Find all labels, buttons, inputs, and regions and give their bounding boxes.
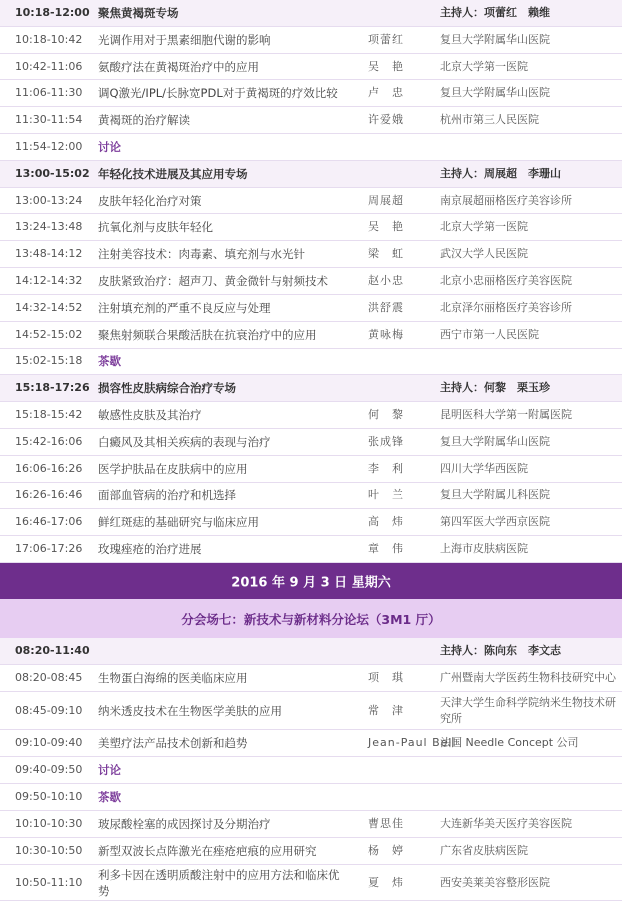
talk-row xyxy=(0,536,622,563)
speaker-cell: 何 黎 xyxy=(368,408,404,422)
organization-cell: 广州暨南大学医药生物科技研究中心 xyxy=(440,671,616,684)
time-cell: 09:50-10:10 xyxy=(15,790,83,803)
time-cell: 16:06-16:26 xyxy=(15,461,83,475)
time-cell: 10:50-11:10 xyxy=(15,875,83,889)
talk-title: 注射美容技术：肉毒素、填充剂与水光针 xyxy=(98,247,305,262)
speaker-cell: 张成锋 xyxy=(368,434,404,448)
talk-row xyxy=(0,80,622,107)
talk-title: 纳米透皮技术在生物医学美肤的应用 xyxy=(98,703,282,718)
talk-title: 注射填充剂的严重不良反应与处理 xyxy=(98,300,271,315)
talk-title: 玫瑰痤疮的治疗进展 xyxy=(98,542,202,557)
time-cell: 11:54-12:00 xyxy=(15,139,83,153)
talk-row xyxy=(0,483,622,510)
time-cell: 15:02-15:18 xyxy=(15,354,83,368)
talk-title: 生物蛋白海绵的医美临床应用 xyxy=(98,671,248,685)
speaker-cell: 周展超 xyxy=(368,193,404,207)
break-row xyxy=(0,349,622,376)
talk-title: 鲜红斑痣的基础研究与临床应用 xyxy=(98,515,259,530)
day-banner-text: 2016 年 9 月 3 日 星期六 xyxy=(231,575,391,591)
time-cell: 13:00-15:02 xyxy=(15,166,90,180)
talk-title: 茶歇 xyxy=(98,354,121,369)
speaker-cell: Jean-Paul Bell xyxy=(368,736,457,749)
speaker-cell: 高 炜 xyxy=(368,515,404,529)
session-host: 主持人：项蕾红 赖维 xyxy=(440,5,550,19)
talk-row xyxy=(0,322,622,349)
day-banner xyxy=(0,563,622,599)
session-host: 主持人：何黎 栗玉珍 xyxy=(440,381,550,395)
time-cell: 14:12-14:32 xyxy=(15,273,83,287)
time-cell: 14:52-15:02 xyxy=(15,327,83,341)
talk-row xyxy=(0,54,622,81)
time-cell: 08:20-11:40 xyxy=(15,644,90,657)
time-cell: 08:45-09:10 xyxy=(15,703,83,717)
talk-row xyxy=(0,188,622,215)
organization-cell: 复旦大学附属儿科医院 xyxy=(440,488,550,502)
organization-cell: 武汉大学人民医院 xyxy=(440,247,528,261)
talk-row xyxy=(0,429,622,456)
organization-cell: 复旦大学附属华山医院 xyxy=(440,86,550,100)
session-title: 损容性皮肤病综合治疗专场 xyxy=(98,381,236,396)
time-cell: 10:10-10:30 xyxy=(15,817,83,830)
speaker-cell: 项 琪 xyxy=(368,671,404,684)
speaker-cell: 叶 兰 xyxy=(368,488,404,502)
organization-cell: 杭州市第三人民医院 xyxy=(440,113,539,127)
talk-title: 面部血管病的治疗和机选择 xyxy=(98,488,236,503)
organization-cell: 西宁市第一人民医院 xyxy=(440,327,539,341)
time-cell: 17:06-17:26 xyxy=(15,542,83,556)
talk-title: 敏感性皮肤及其治疗 xyxy=(98,408,202,423)
organization-cell: 法国 Needle Concept 公司 xyxy=(440,736,579,749)
talk-title: 新型双波长点阵激光在痤疮疤痕的应用研究 xyxy=(98,844,317,858)
talk-title: 利多卡因在透明质酸注射中的应用方法和临床优势 xyxy=(98,867,340,898)
speaker-cell: 李 利 xyxy=(368,461,404,475)
speaker-cell: 吴 艳 xyxy=(368,59,404,73)
talk-title: 皮肤年轻化治疗对策 xyxy=(98,193,202,208)
organization-cell: 复旦大学附属华山医院 xyxy=(440,32,550,46)
talk-row xyxy=(0,811,622,838)
session-header-row xyxy=(0,161,622,188)
talk-row xyxy=(0,241,622,268)
talk-title: 光调作用对于黑素细胞代谢的影响 xyxy=(98,32,271,47)
organization-cell: 天津大学生命科学院纳米生物技术研究所 xyxy=(440,695,616,725)
time-cell: 13:24-13:48 xyxy=(15,220,83,234)
session-host: 主持人：周展超 李珊山 xyxy=(440,166,561,180)
session-title: 年轻化技术进展及其应用专场 xyxy=(98,166,248,181)
organization-cell: 广东省皮肤病医院 xyxy=(440,844,528,857)
session-title: 聚焦黄褐斑专场 xyxy=(98,5,179,20)
speaker-cell: 曹思佳 xyxy=(368,817,404,830)
speaker-cell: 章 伟 xyxy=(368,542,404,556)
speaker-cell: 卢 忠 xyxy=(368,86,404,100)
talk-row xyxy=(0,865,622,901)
time-cell: 14:32-14:52 xyxy=(15,300,83,314)
talk-row xyxy=(0,692,622,730)
organization-cell: 上海市皮肤病医院 xyxy=(440,542,528,556)
organization-cell: 北京大学第一医院 xyxy=(440,59,528,73)
talk-row xyxy=(0,107,622,134)
talk-row xyxy=(0,268,622,295)
time-cell: 16:26-16:46 xyxy=(15,488,83,502)
organization-cell: 北京小忠丽格医疗美容医院 xyxy=(440,273,572,287)
speaker-cell: 杨 婷 xyxy=(368,844,404,857)
talk-row xyxy=(0,27,622,54)
time-cell: 09:40-09:50 xyxy=(15,763,83,776)
talk-title: 讨论 xyxy=(98,139,121,154)
speaker-cell: 黄咏梅 xyxy=(368,327,404,341)
talk-row xyxy=(0,456,622,483)
time-cell: 10:18-10:42 xyxy=(15,32,83,46)
talk-row xyxy=(0,295,622,322)
talk-title: 玻尿酸栓塞的成因探讨及分期治疗 xyxy=(98,817,271,831)
organization-cell: 北京大学第一医院 xyxy=(440,220,528,234)
session-header-row xyxy=(0,375,622,402)
time-cell: 15:18-17:26 xyxy=(15,381,90,395)
talk-row xyxy=(0,665,622,692)
organization-cell: 北京泽尔丽格医疗美容诊所 xyxy=(440,300,572,314)
talk-title: 白癜风及其相关疾病的表现与治疗 xyxy=(98,434,271,449)
talk-title: 讨论 xyxy=(98,763,121,777)
talk-title: 调Q激光/IPL/长脉宽PDL对于黄褐斑的疗效比较 xyxy=(98,86,338,101)
speaker-cell: 赵小忠 xyxy=(368,273,404,287)
time-cell: 08:20-08:45 xyxy=(15,671,83,684)
talk-row xyxy=(0,214,622,241)
session-header-row xyxy=(0,0,622,27)
organization-cell: 昆明医科大学第一附属医院 xyxy=(440,408,572,422)
speaker-cell: 夏 炜 xyxy=(368,875,404,889)
talk-row xyxy=(0,402,622,429)
organization-cell: 大连新华美天医疗美容医院 xyxy=(440,817,572,830)
speaker-cell: 梁 虹 xyxy=(368,247,404,261)
organization-cell: 西安美莱美容整形医院 xyxy=(440,875,550,889)
break-row xyxy=(0,134,622,161)
time-cell: 15:18-15:42 xyxy=(15,408,83,422)
time-cell: 11:06-11:30 xyxy=(15,86,83,100)
talk-title: 抗氧化剂与皮肤年轻化 xyxy=(98,220,213,235)
talk-title: 医学护肤品在皮肤病中的应用 xyxy=(98,461,248,476)
talk-row xyxy=(0,509,622,536)
talk-title: 皮肤紧致治疗：超声刀、黄金微针与射频技术 xyxy=(98,273,328,288)
venue-banner xyxy=(0,599,622,638)
talk-title: 氨酸疗法在黄褐斑治疗中的应用 xyxy=(98,59,259,74)
time-cell: 10:42-11:06 xyxy=(15,59,83,73)
speaker-cell: 项蕾红 xyxy=(368,32,404,46)
speaker-cell: 吴 艳 xyxy=(368,220,404,234)
talk-title: 聚焦射频联合果酸活肤在抗衰治疗中的应用 xyxy=(98,327,317,342)
organization-cell: 南京展超丽格医疗美容诊所 xyxy=(440,193,572,207)
session-host: 主持人：陈向东 李文志 xyxy=(440,644,561,657)
organization-cell: 复旦大学附属华山医院 xyxy=(440,434,550,448)
time-cell: 10:18-12:00 xyxy=(15,5,90,19)
speaker-cell: 许爱娥 xyxy=(368,113,404,127)
venue-banner-text: 分会场七：新技术与新材料分论坛（3M1 厅） xyxy=(181,611,441,627)
time-cell: 10:30-10:50 xyxy=(15,844,83,857)
break-row xyxy=(0,784,622,811)
session-header-row xyxy=(0,638,622,665)
talk-title: 黄褐斑的治疗解读 xyxy=(98,113,190,128)
time-cell: 09:10-09:40 xyxy=(15,736,83,749)
speaker-cell: 常 津 xyxy=(368,703,404,717)
talk-row xyxy=(0,838,622,865)
talk-title: 茶歇 xyxy=(98,790,121,804)
time-cell: 13:48-14:12 xyxy=(15,247,83,261)
break-row xyxy=(0,757,622,784)
organization-cell: 四川大学华西医院 xyxy=(440,461,528,475)
speaker-cell: 洪舒震 xyxy=(368,300,404,314)
organization-cell: 第四军医大学西京医院 xyxy=(440,515,550,529)
time-cell: 16:46-17:06 xyxy=(15,515,83,529)
time-cell: 11:30-11:54 xyxy=(15,113,83,127)
time-cell: 15:42-16:06 xyxy=(15,434,83,448)
talk-title: 美塑疗法产品技术创新和趋势 xyxy=(98,736,248,750)
time-cell: 13:00-13:24 xyxy=(15,193,83,207)
talk-row xyxy=(0,730,622,757)
